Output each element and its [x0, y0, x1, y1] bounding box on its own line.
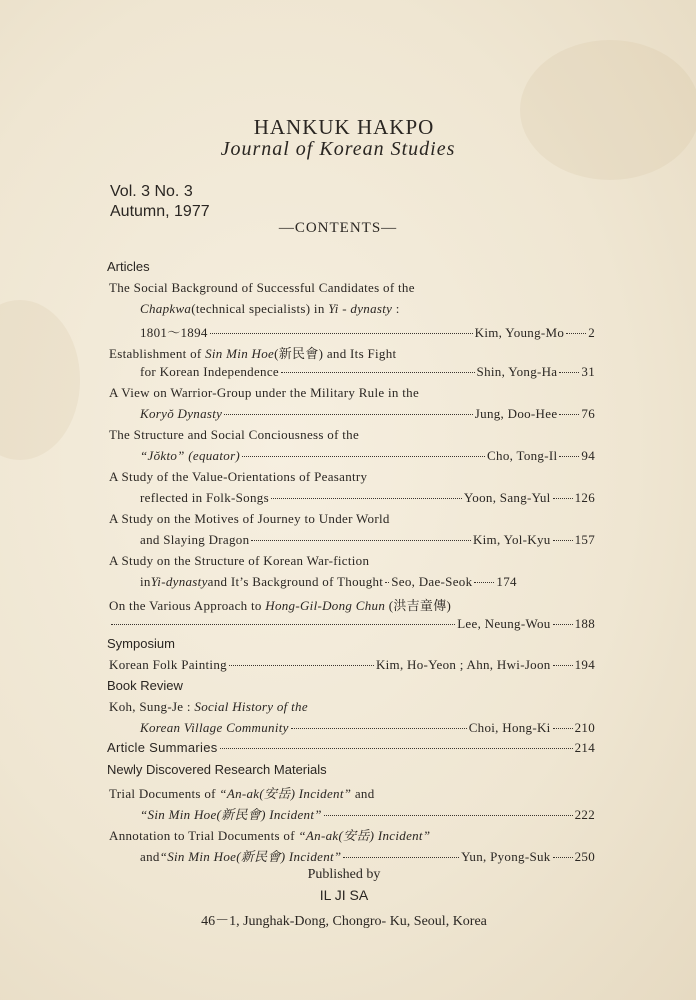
- page-number: 31: [581, 364, 595, 379]
- author: Cho, Tong-Il: [487, 448, 558, 463]
- toc-entry: [109, 616, 595, 632]
- review-title: Koh, Sung-Je : Social History of the: [109, 699, 308, 714]
- author: Yoon, Sang-Yul: [463, 490, 551, 505]
- article-1-title-cont: Chapkwa(technical specialists) in Yi - dynasty :: [140, 301, 400, 316]
- page-number: 222: [574, 807, 595, 822]
- toc-entry: reflected in Folk-Songs Yoon, Sang-Yul 126: [140, 490, 595, 505]
- article-7-title: A Study on the Structure of Korean War-fiction: [109, 553, 370, 568]
- article-4-title: The Structure and Social Conciousness of the: [109, 427, 360, 442]
- contents-heading: —CONTENTS—: [278, 220, 398, 236]
- journal-subtitle: Journal of Korean Studies: [220, 138, 456, 160]
- issue-season: Autumn, 1977: [110, 203, 210, 220]
- author: Jung, Doo-Hee: [474, 406, 558, 421]
- material-1-title: Trial Documents of “An-ak(安岳) Incident” and: [109, 786, 375, 801]
- author: Choi, Hong-Ki: [468, 720, 551, 735]
- page-number: 174: [496, 574, 517, 589]
- section-newly-discovered: Newly Discovered Research Materials: [107, 762, 327, 777]
- toc-entry: “Sin Min Hoe(新民會) Incident” 222: [140, 807, 595, 822]
- author: Shin, Yong-Ha: [476, 364, 558, 379]
- author: Seo, Dae-Seok: [391, 574, 473, 589]
- toc-entry: 1801～1894 Kim, Young-Mo 2: [140, 325, 595, 340]
- toc-entry: Korean Village Community Choi, Hong-Ki 210: [140, 720, 595, 735]
- toc-entry: Korean Folk Painting Kim, Ho-Yeon ; Ahn, Hwi-Joon 194: [109, 657, 595, 672]
- page-number: 2: [588, 325, 595, 340]
- toc-entry: and Slaying Dragon Kim, Yol-Kyu 157: [140, 532, 595, 547]
- page-number: 94: [581, 448, 595, 463]
- section-articles: Articles: [107, 259, 150, 274]
- toc-entry: and “Sin Min Hoe(新民會) Incident” Yun, Pyong-Suk 250: [140, 849, 595, 864]
- page-number: 157: [574, 532, 595, 547]
- page-number: 194: [574, 657, 595, 672]
- page-number: 210: [574, 720, 595, 735]
- section-article-summaries: Article Summaries: [107, 740, 218, 755]
- toc-entry: [107, 740, 595, 756]
- page-number: 250: [574, 849, 595, 864]
- page-number: 214: [574, 740, 595, 755]
- page-number: 188: [574, 616, 595, 631]
- article-3-title: A View on Warrior-Group under the Military Rule in the: [109, 385, 420, 400]
- author: Lee, Neung-Wou: [457, 616, 551, 631]
- author: Kim, Yol-Kyu: [472, 532, 551, 547]
- article-2-title: Establishment of Sin Min Hoe(新民會) and Its Fight: [109, 346, 397, 361]
- page-number: 76: [581, 406, 595, 421]
- author: Kim, Young-Mo: [474, 325, 565, 340]
- toc-entry: for Korean Independence Shin, Yong-Ha 31: [140, 364, 595, 379]
- material-2-title: Annotation to Trial Documents of “An-ak(安岳) Incident”: [109, 828, 431, 843]
- volume-number: Vol. 3 No. 3: [110, 183, 193, 200]
- publisher-address: 46－1, Junghak-Dong, Chongro- Ku, Seoul, Korea: [201, 914, 487, 929]
- author: Kim, Ho-Yeon ; Ahn, Hwi-Joon: [375, 657, 551, 672]
- article-8-title: On the Various Approach to Hong-Gil-Dong Chun (洪吉童傳): [109, 598, 452, 613]
- publisher-name: IL JI SA: [319, 887, 369, 903]
- toc-entry: “Jŏkto” (equator) Cho, Tong-Il 94: [140, 448, 595, 463]
- page-number: 126: [574, 490, 595, 505]
- section-book-review: Book Review: [107, 678, 183, 693]
- article-5-title: A Study of the Value-Orientations of Peasantry: [109, 469, 368, 484]
- section-symposium: Symposium: [107, 636, 175, 651]
- published-by: Published by: [307, 867, 381, 882]
- article-1-title: The Social Background of Successful Candidates of the: [109, 280, 415, 295]
- author: Yun, Pyong-Suk: [461, 849, 551, 864]
- article-6-title: A Study on the Motives of Journey to Under World: [109, 511, 390, 526]
- toc-entry: in Yi-dynasty and It’s Background of Thought Seo, Dae-Seok 174: [140, 574, 517, 589]
- toc-entry: Koryŏ Dynasty Jung, Doo-Hee 76: [140, 406, 595, 421]
- journal-title: HANKUK HAKPO: [253, 115, 435, 139]
